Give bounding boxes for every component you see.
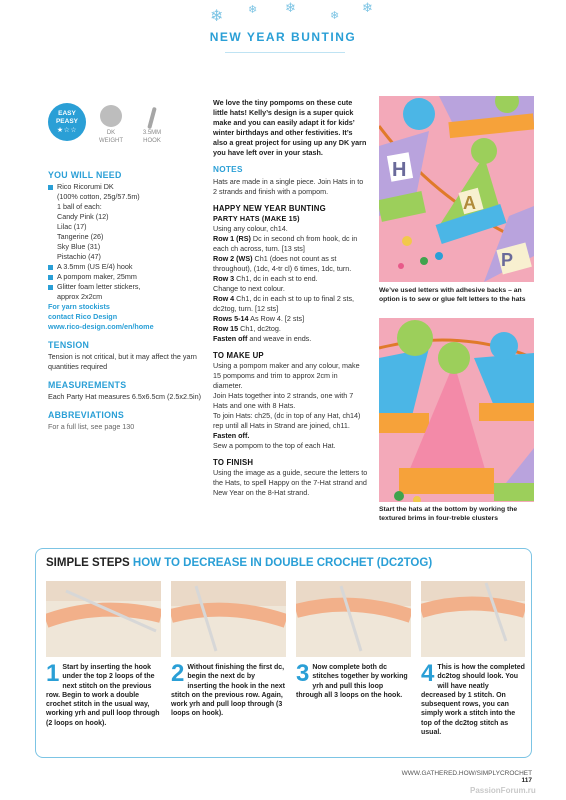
pattern-row-3 [213, 274, 368, 284]
step-2-illustration [171, 581, 286, 657]
pattern-row-2 [213, 254, 368, 274]
step-4 [421, 660, 525, 737]
tension-heading: TENSION [48, 340, 90, 350]
step-3 [296, 660, 411, 700]
tension-text: Tension is not critical, but it may affect the yarn quantities required [48, 352, 197, 371]
hook-caption-2: HOOK [143, 137, 161, 144]
pattern-column [213, 98, 368, 498]
row-text: As Row 4. [2 sts] [248, 314, 305, 323]
snowflake-icon: ❄ [285, 1, 296, 16]
row-label: Row 2 (WS) [213, 254, 253, 263]
row-text: Ch1 (does not count as st throughout), (1dc, 4-tr cl) 6 times, 1dc, turn. [213, 254, 352, 273]
row-text: Ch1, dc in each st to up to final 2 sts, dc2tog, turn. [12 sts] [213, 294, 355, 313]
pattern-change: Change to next colour. [213, 284, 285, 293]
list-item: A pompom maker, 25mm [48, 272, 203, 282]
step-2 [171, 660, 286, 719]
yarn-ball-icon [100, 105, 122, 127]
snowflake-icon: ❄ [362, 1, 373, 16]
list-item: Candy Pink (12) [57, 212, 109, 221]
simple-steps-title [46, 557, 432, 569]
pattern-rows-5-14 [213, 314, 368, 324]
step-1 [46, 660, 161, 728]
simple-steps-panel [35, 548, 532, 758]
list-item: Sky Blue (31) [57, 242, 101, 251]
list-item: Tangerine (26) [57, 232, 104, 241]
photo1-caption: We’ve used letters with adhesive backs – an option is to sew or glue felt letters to the hats [379, 287, 526, 303]
list-item: Pistachio (47) [57, 252, 101, 261]
difficulty-line1: EASY [58, 110, 76, 117]
snowflake-icon: ❄ [248, 3, 258, 16]
bunting-letters-photo [379, 96, 534, 282]
footer-url[interactable]: WWW.GATHERED.HOW/SIMPLYCROCHET [401, 770, 532, 777]
make-up-p1: Using a pompom maker and any colour, make 15 pompoms and trim to approx 2cm in diameter. [213, 361, 360, 390]
row-text: and weave in ends. [247, 334, 312, 343]
step-text: Start by inserting the hook under the top 2 loops of the next stitch on the previous row. Begin to work a double crochet stitch in the usual way, working yrh and pull loop through (2 loops on hook). [46, 664, 160, 727]
row-label: Row 1 (RS) [213, 234, 251, 243]
list-item: approx 2x2cm [57, 292, 103, 301]
step-text: Without finishing the first dc, begin the next dc by inserting the hook in the next stitch on the previous row. Again, work yrh and pull loop through (3 loops on hook). [171, 664, 285, 718]
measurements-heading: MEASUREMENTS [48, 380, 127, 390]
snowflake-icon: ❄ [210, 6, 224, 25]
step-text: Now complete both dc stitches together by working yrh and pull this loop through all 3 loops on the hook. [296, 664, 408, 699]
step-3-illustration [296, 581, 411, 657]
make-up-p2: Join Hats together into 2 strands, one with 7 Hats and one with 8 Hats. [213, 391, 354, 410]
page-number: 117 [521, 777, 532, 784]
difficulty-line2: PEASY [55, 118, 79, 125]
pattern-heading: HAPPY NEW YEAR BUNTING [213, 204, 326, 213]
hook-caption-1: 3.5MM [142, 130, 162, 136]
step-number: 3 [296, 660, 310, 687]
stockists-line2: contact Rico Design [48, 312, 118, 321]
row-label: Row 4 [213, 294, 235, 303]
difficulty-badge [48, 103, 86, 141]
pattern-subheading: PARTY HATS (MAKE 15) [213, 214, 300, 223]
row-label: Row 3 [213, 274, 235, 283]
notes-text: Hats are made in a single piece. Join Hats in to 2 strands and finish with a pompom. [213, 177, 364, 196]
to-finish-text: Using the image as a guide, secure the letters to the Hats, to spell Happy on the 7-Hat strand and New Year on the 8-Hat strand. [213, 468, 368, 497]
step-number: 2 [171, 660, 185, 687]
materials-list [48, 182, 203, 302]
list-item: 1 ball of each: [57, 202, 102, 211]
step-4-photo [421, 581, 525, 657]
pattern-row-1 [213, 234, 368, 254]
make-up-fasten: Fasten off. [213, 431, 250, 440]
list-item: Glitter foam letter stickers, [48, 282, 203, 292]
notes-heading: NOTES [213, 165, 243, 174]
photo2-caption: Start the hats at the bottom by working the textured brims in four-treble clusters [379, 506, 518, 522]
step-1-illustration [46, 581, 161, 657]
row-text: Ch1, dc in each st to end. [234, 274, 318, 283]
row-text: Ch1, dc2tog. [238, 324, 281, 333]
step-number: 4 [421, 660, 435, 687]
intro-text: We love the tiny pompoms on these cute little hats! Kelly’s design is a super quick make and you can easily adapt it for kids’ winter birthdays and other festivities. It’s also a great project for using up any DK yarn you have left over in your stash. [213, 98, 367, 157]
pattern-fasten-off [213, 334, 368, 344]
list-item: A 3.5mm (US E/4) hook [48, 262, 203, 272]
yarn-caption-2: WEIGHT [99, 137, 123, 144]
row-label: Rows 5-14 [213, 314, 249, 323]
snowflake-icon: ❄ [330, 9, 340, 22]
measurements-text: Each Party Hat measures 6.5x6.5cm (2.5x2.5in) [48, 392, 202, 401]
abbreviations-heading: ABBREVIATIONS [48, 410, 125, 420]
bunting-brims-illustration [379, 318, 534, 502]
page-title: NEW YEAR BUNTING [209, 30, 357, 44]
you-will-need-heading: YOU WILL NEED [48, 170, 122, 180]
row-text: Dc in second ch from hook, dc in each ch across, turn. [13 sts] [213, 234, 358, 253]
stockists-link[interactable]: www.rico-design.com/en/home [48, 322, 154, 331]
pattern-row-4 [213, 294, 368, 314]
page-footer [400, 770, 532, 784]
abbreviations-text: For a full list, see page 130 [48, 422, 135, 431]
pattern-row-15 [213, 324, 368, 334]
list-item: Rico Ricorumi DK [48, 182, 203, 192]
letter-h: H [392, 159, 407, 181]
watermark: PassionForum.ru [470, 786, 536, 795]
letter-a: A [463, 193, 476, 213]
step-1-photo [46, 581, 161, 657]
step-text: This is how the completed dc2tog should look. You will have neatly decreased by 1 stitch. On subsequent rows, you can simply work a stitch into the top of the dc2tog stitch as usual. [421, 664, 525, 737]
make-up-p4: Sew a pompom to the top of each Hat. [213, 441, 336, 450]
materials-column [48, 170, 203, 432]
crochet-hook-icon [141, 103, 163, 129]
step-2-photo [171, 581, 286, 657]
stockists-line1: For yarn stockists [48, 302, 110, 311]
list-item: Lilac (17) [57, 222, 87, 231]
step-4-illustration [421, 581, 525, 657]
yarn-caption-1: DK [106, 130, 116, 136]
steps-title-a: SIMPLE STEPS [46, 557, 130, 569]
letter-p: P [501, 250, 514, 270]
to-finish-heading: TO FINISH [213, 458, 254, 467]
step-number: 1 [46, 660, 60, 687]
hook-size-caption [134, 130, 170, 145]
bunting-letters-illustration [379, 96, 534, 282]
step-3-photo [296, 581, 411, 657]
steps-title-b: HOW TO DECREASE IN DOUBLE CROCHET (DC2TOG) [132, 557, 433, 569]
list-item: (100% cotton, 25g/57.5m) [57, 192, 140, 201]
row-label: Fasten off [213, 334, 248, 343]
difficulty-stars: ★☆☆ [56, 126, 78, 134]
to-make-up-heading: TO MAKE UP [213, 351, 264, 360]
title-divider [225, 52, 345, 53]
yarn-weight-caption [93, 130, 129, 145]
row-label: Row 15 [213, 324, 239, 333]
pattern-line: Using any colour, ch14. [213, 224, 288, 233]
project-badges [48, 103, 168, 153]
bunting-brims-photo [379, 318, 534, 502]
make-up-p3: To join Hats: ch25, (dc in top of any Hat, ch14) rep until all Hats in Strand are joined, ch11. [213, 411, 361, 430]
